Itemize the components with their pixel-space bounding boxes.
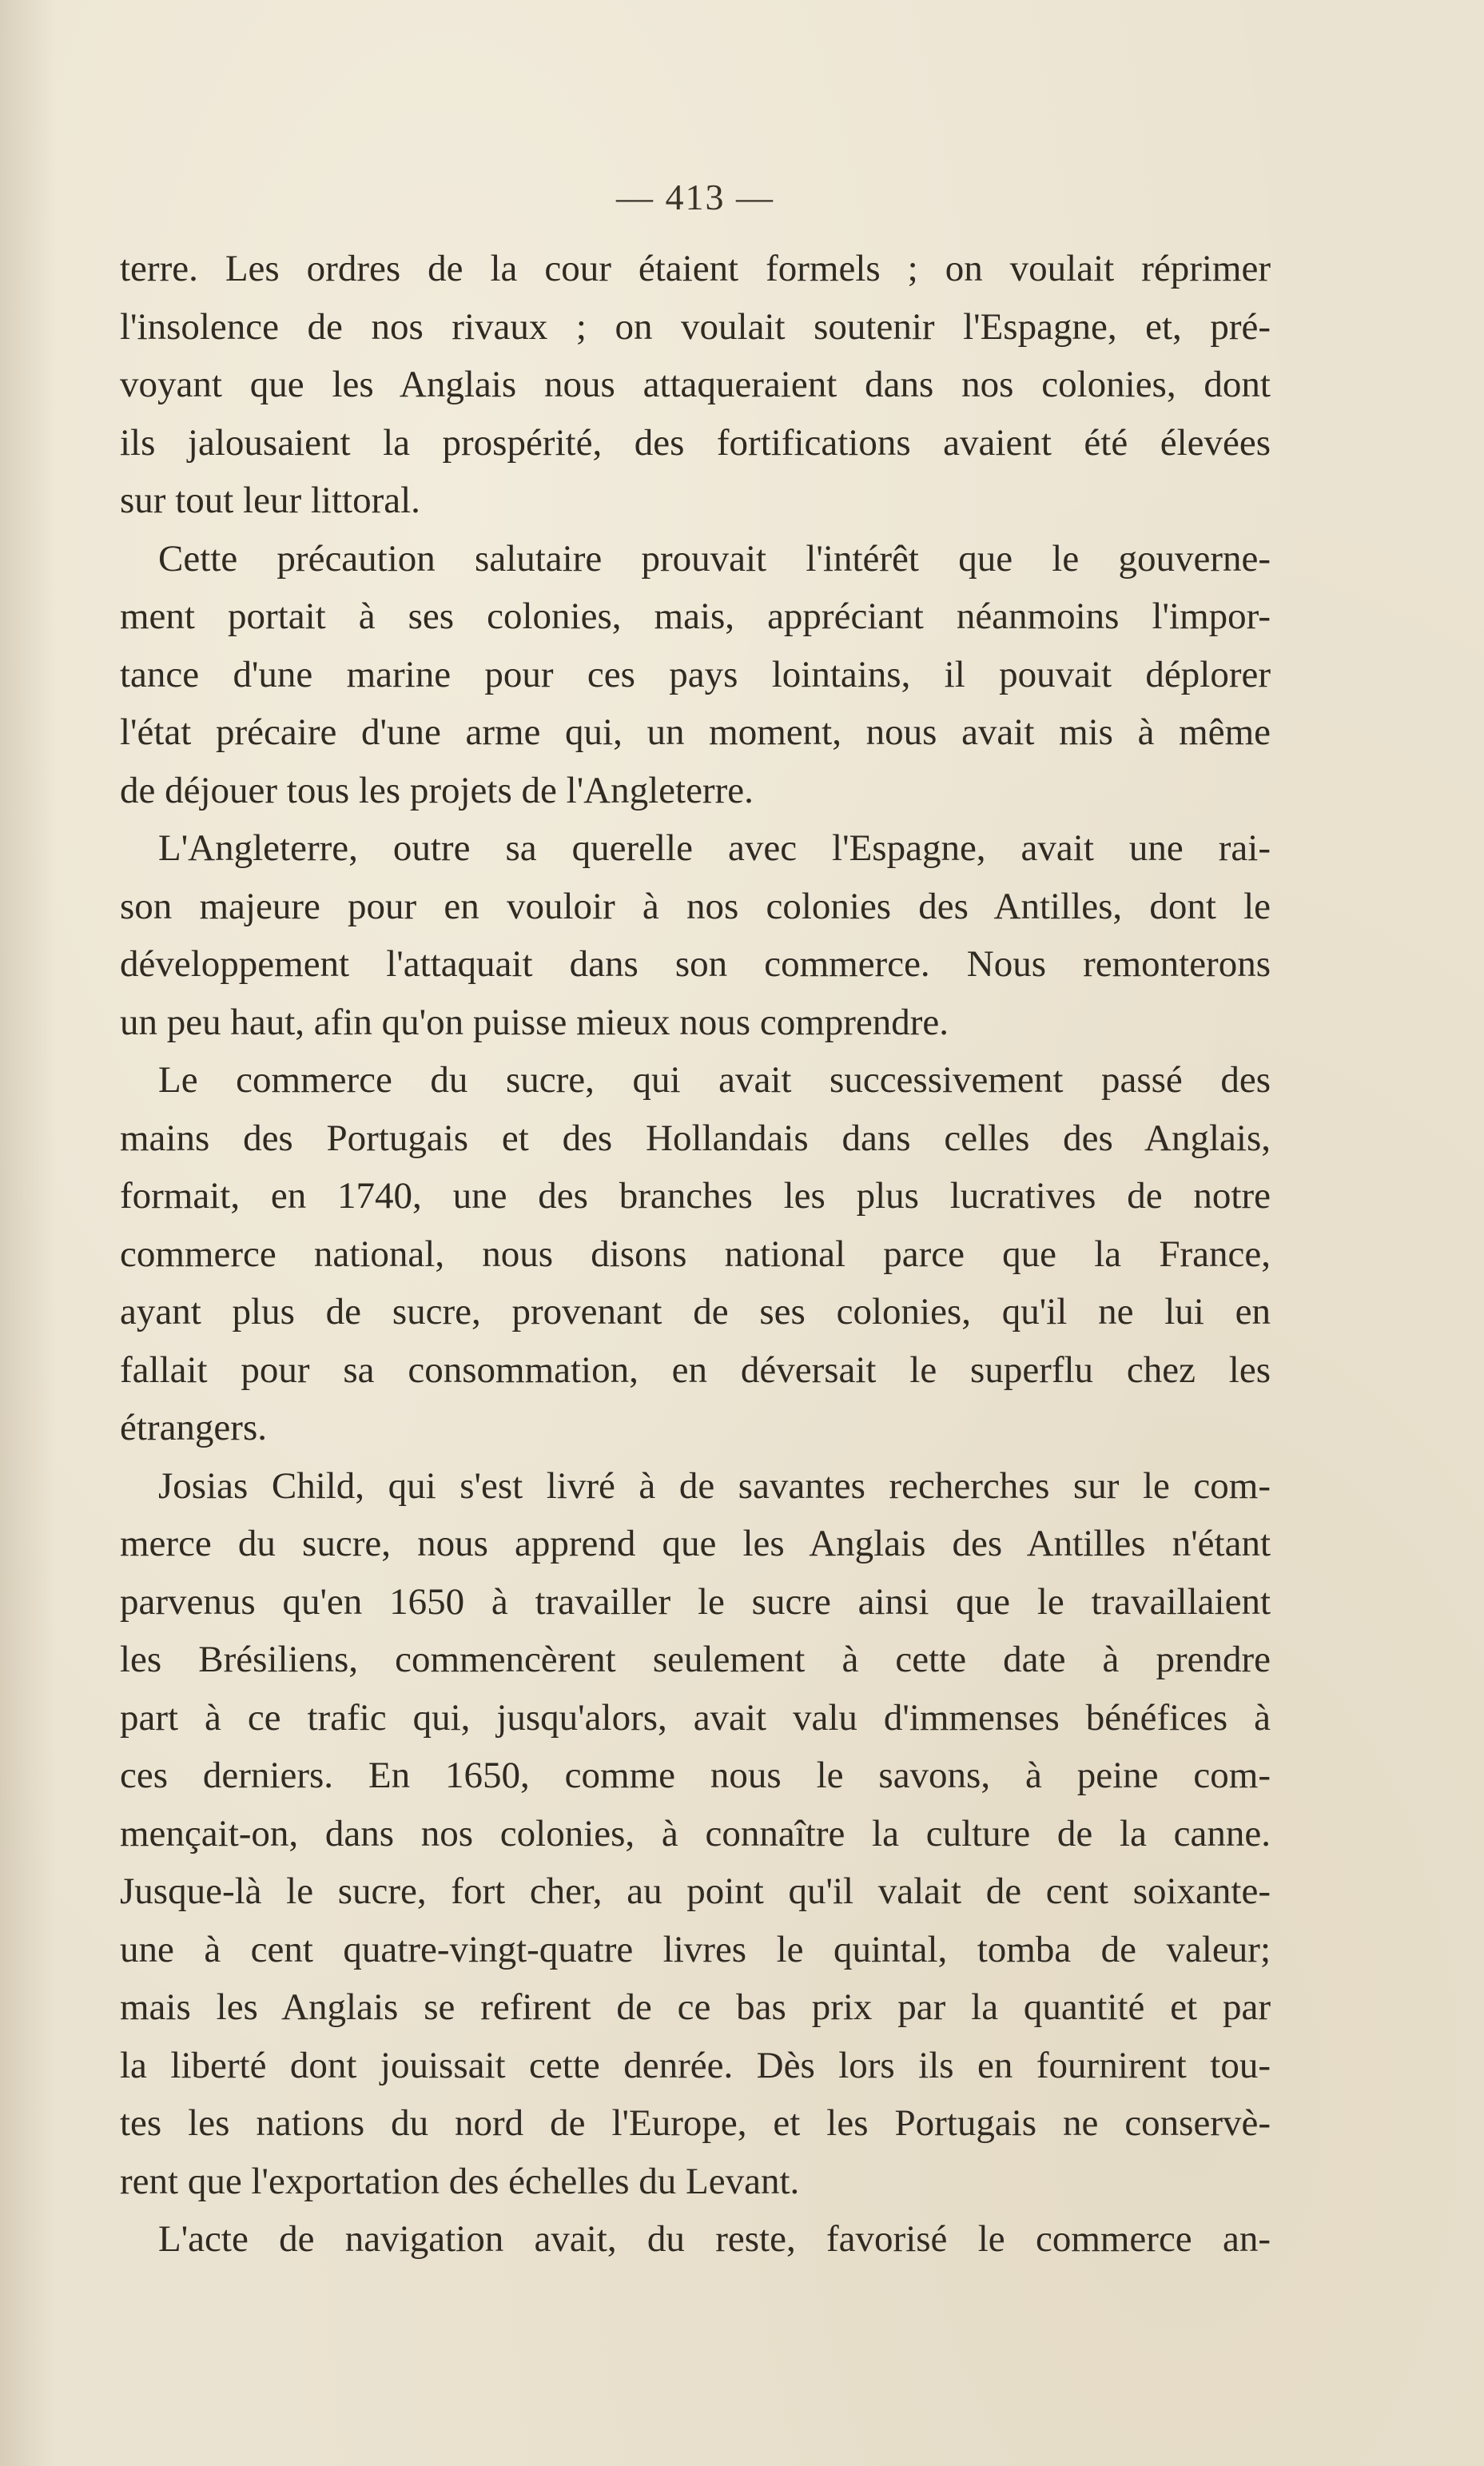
text-line: tance d'une marine pour ces pays lointains, il pouvait déplorer [120, 653, 1271, 695]
text-line: la liberté dont jouissait cette denrée. Dès lors ils en fournirent tou- [120, 2044, 1271, 2086]
text-line: Cette précaution salutaire prouvait l'intérêt que le gouverne- [158, 537, 1271, 580]
paragraph [120, 2210, 1271, 2269]
text-line: les Brésiliens, commencèrent seulement à cette date à prendre [120, 1639, 1271, 1680]
text-line: mençait-on, dans nos colonies, à connaître la culture de la canne. [120, 1812, 1271, 1854]
text-line: parvenus qu'en 1650 à travailler le sucre ainsi que le travaillaient [120, 1580, 1271, 1623]
text-line: ils jalousaient la prospérité, des fortifications avaient été élevées [120, 421, 1271, 464]
text-line: part à ce trafic qui, jusqu'alors, avait valu d'immenses bénéfices à [120, 1696, 1271, 1739]
text-line: de déjouer tous les projets de l'Angleterre. [120, 769, 754, 811]
text-line: mains des Portugais et des Hollandais dans celles des Anglais, [120, 1117, 1271, 1159]
text-line: L'acte de navigation avait, du reste, favorisé le commerce an- [158, 2218, 1271, 2260]
text-line: terre. Les ordres de la cour étaient formels ; on voulait réprimer [120, 248, 1271, 289]
text-line: un peu haut, afin qu'on puisse mieux nous comprendre. [120, 1001, 949, 1043]
text-line: merce du sucre, nous apprend que les Anglais des Antilles n'étant [120, 1523, 1271, 1564]
text-line: son majeure pour en vouloir à nos colonies des Antilles, dont le [120, 885, 1271, 927]
paragraph [120, 819, 1271, 1051]
paragraph [120, 530, 1271, 820]
text-line: Jusque-là le sucre, fort cher, au point qu'il valait de cent soixante- [120, 1870, 1271, 1912]
paragraph [120, 240, 1271, 530]
text-line: étrangers. [120, 1407, 267, 1448]
page-number: — 413 — [616, 177, 774, 217]
text-line: mais les Anglais se refirent de ce bas prix par la quantité et par [120, 1986, 1271, 2028]
text-line: tes les nations du nord de l'Europe, et les Portugais ne conservè- [120, 2102, 1271, 2144]
text-line: sur tout leur littoral. [120, 480, 420, 521]
text-line: développement l'attaquait dans son commerce. Nous remonterons [120, 943, 1271, 985]
text-line: ment portait à ses colonies, mais, appréciant néanmoins l'impor- [120, 596, 1271, 637]
text-line: ces derniers. En 1650, comme nous le savons, à peine com- [120, 1755, 1271, 1796]
text-line: ayant plus de sucre, provenant de ses colonies, qu'il ne lui en [120, 1291, 1271, 1333]
text-line: l'état précaire d'une arme qui, un moment, nous avait mis à même [120, 711, 1271, 753]
page-body-text [120, 240, 1271, 2269]
text-line: fallait pour sa consommation, en déversait le superflu chez les [120, 1349, 1271, 1391]
text-line: commerce national, nous disons national parce que la France, [120, 1233, 1271, 1275]
text-line: Le commerce du sucre, qui avait successivement passé des [158, 1059, 1271, 1101]
text-line: L'Angleterre, outre sa querelle avec l'Espagne, avait une rai- [158, 827, 1271, 869]
paragraph [120, 1457, 1271, 2211]
text-line: Josias Child, qui s'est livré à de savantes recherches sur le com- [158, 1464, 1271, 1507]
text-line: voyant que les Anglais nous attaqueraient dans nos colonies, dont [120, 364, 1271, 405]
text-line: rent que l'exportation des échelles du Levant. [120, 2160, 800, 2202]
text-line: une à cent quatre-vingt-quatre livres le quintal, tomba de valeur; [120, 1928, 1271, 1970]
text-line: l'insolence de nos rivaux ; on voulait soutenir l'Espagne, et, pré- [120, 305, 1271, 348]
page-gutter-shadow [0, 0, 56, 2466]
paragraph [120, 1051, 1271, 1457]
text-line: formait, en 1740, une des branches les plus lucratives de notre [120, 1175, 1271, 1217]
